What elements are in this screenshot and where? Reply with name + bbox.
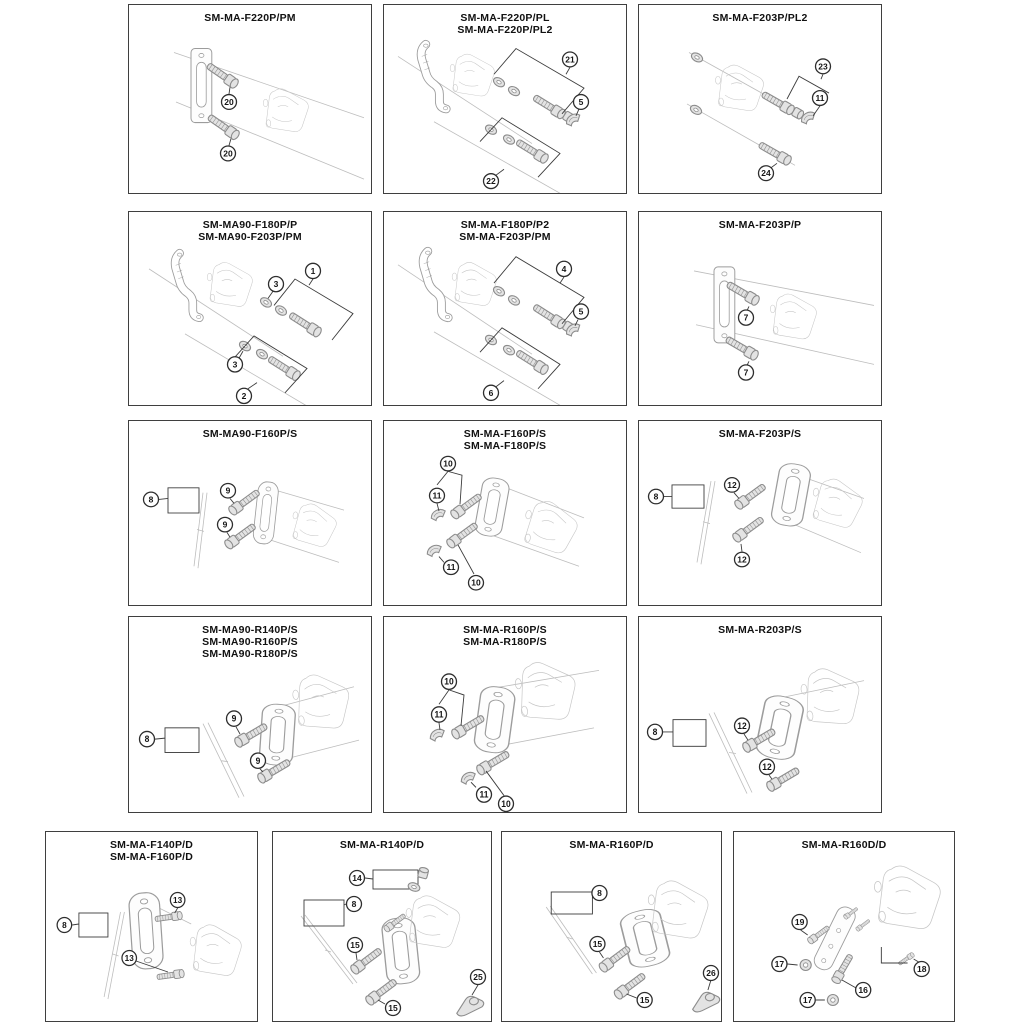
svg-text:11: 11 bbox=[432, 490, 442, 501]
washer-drawing bbox=[492, 285, 506, 298]
callout-12 bbox=[735, 718, 750, 733]
svg-text:5: 5 bbox=[578, 96, 584, 107]
callout-10 bbox=[499, 796, 514, 811]
part-box bbox=[672, 485, 704, 508]
svg-text:18: 18 bbox=[916, 964, 927, 974]
exploded-diagram bbox=[639, 617, 881, 812]
callout-11 bbox=[444, 560, 459, 575]
panel-sm-ma-r203p-s bbox=[638, 616, 882, 813]
svg-text:15: 15 bbox=[388, 1003, 398, 1013]
washer-drawing bbox=[800, 960, 811, 971]
caliper-drawing bbox=[514, 659, 578, 723]
banana-washer-drawing bbox=[460, 771, 477, 784]
panel-sm-ma-r160p-d bbox=[501, 831, 722, 1022]
callout-9 bbox=[218, 517, 233, 532]
bolt-drawing bbox=[531, 302, 566, 330]
callout-9 bbox=[251, 753, 266, 768]
svg-text:10: 10 bbox=[444, 676, 454, 687]
washer-drawing bbox=[690, 51, 704, 64]
callout-25 bbox=[471, 970, 486, 985]
nut-drawing bbox=[418, 867, 430, 879]
bolt-drawing bbox=[855, 919, 871, 932]
panel-title: SM-MA-R203P/S bbox=[718, 624, 802, 636]
svg-text:15: 15 bbox=[592, 939, 603, 949]
svg-text:2: 2 bbox=[241, 390, 247, 401]
caliper-drawing bbox=[263, 89, 308, 132]
callout-7 bbox=[739, 365, 754, 380]
washer-drawing bbox=[274, 304, 288, 317]
svg-text:7: 7 bbox=[743, 367, 749, 378]
svg-text:26: 26 bbox=[706, 968, 716, 978]
caliper-drawing bbox=[190, 925, 241, 976]
callout-9 bbox=[227, 711, 242, 726]
caliper-drawing bbox=[716, 65, 764, 111]
svg-text:8: 8 bbox=[653, 491, 659, 502]
adapter-arm-drawing bbox=[175, 253, 201, 319]
svg-text:12: 12 bbox=[762, 761, 772, 772]
part-box bbox=[165, 728, 199, 753]
svg-text:10: 10 bbox=[471, 577, 481, 588]
exploded-diagram bbox=[639, 421, 881, 605]
svg-text:22: 22 bbox=[486, 176, 496, 187]
callout-12 bbox=[725, 478, 740, 493]
svg-text:25: 25 bbox=[473, 972, 483, 982]
guide-lines bbox=[398, 265, 570, 405]
washer-drawing bbox=[407, 881, 421, 893]
panel-sm-ma-f160p-s bbox=[383, 420, 627, 606]
svg-text:8: 8 bbox=[148, 494, 154, 505]
washer-drawing bbox=[827, 995, 838, 1006]
panel-title: SM-MA-R160D/D bbox=[801, 839, 887, 851]
bolt-drawing bbox=[724, 334, 760, 361]
svg-text:17: 17 bbox=[802, 995, 813, 1005]
callout-7 bbox=[739, 310, 754, 325]
guide-lines bbox=[149, 269, 319, 405]
callout-12 bbox=[760, 759, 775, 774]
callout-18 bbox=[914, 962, 929, 977]
adapter-plate-drawing bbox=[191, 49, 212, 123]
stabilizer-wedge-drawing bbox=[454, 994, 485, 1016]
svg-text:13: 13 bbox=[124, 952, 134, 964]
svg-text:14: 14 bbox=[352, 873, 362, 883]
callout-17 bbox=[772, 957, 787, 972]
caliper-drawing bbox=[874, 866, 940, 929]
bolt-drawing bbox=[157, 969, 185, 981]
caliper-drawing bbox=[207, 262, 252, 306]
caliper-drawing bbox=[799, 666, 861, 728]
callout-21 bbox=[563, 52, 578, 67]
panel-title: SM-MA-R140P/D bbox=[339, 839, 425, 851]
washer-drawing bbox=[502, 343, 516, 356]
svg-text:15: 15 bbox=[350, 940, 360, 950]
callout-9 bbox=[221, 483, 236, 498]
svg-text:11: 11 bbox=[446, 562, 456, 573]
callout-11 bbox=[432, 707, 447, 722]
svg-text:9: 9 bbox=[225, 485, 231, 496]
bolt-drawing bbox=[531, 93, 566, 120]
callout-11 bbox=[477, 787, 492, 802]
exploded-diagram bbox=[639, 212, 881, 405]
svg-text:1: 1 bbox=[310, 265, 316, 276]
washer-drawing bbox=[689, 103, 703, 116]
svg-text:12: 12 bbox=[737, 720, 747, 731]
callout-3 bbox=[269, 277, 284, 292]
callout-8 bbox=[144, 492, 159, 507]
callout-15 bbox=[348, 938, 363, 953]
callout-5 bbox=[574, 304, 589, 319]
callout-1 bbox=[306, 263, 321, 278]
svg-text:8: 8 bbox=[144, 734, 150, 745]
callout-11 bbox=[430, 488, 445, 503]
exploded-diagram bbox=[273, 832, 491, 1021]
callout-13 bbox=[170, 893, 185, 908]
svg-text:20: 20 bbox=[224, 96, 234, 107]
panel-title: SM-MA-F220P/PL SM-MA-F220P/PL2 bbox=[457, 12, 553, 36]
panel-sm-ma-f203p-p bbox=[638, 211, 882, 406]
callout-5 bbox=[574, 95, 589, 110]
exploded-diagram bbox=[502, 832, 721, 1021]
callout-23 bbox=[816, 59, 831, 74]
bolt-drawing bbox=[514, 348, 549, 376]
panel-title: SM-MA-R160P/S SM-MA-R180P/S bbox=[463, 624, 547, 648]
svg-text:12: 12 bbox=[727, 479, 737, 490]
exploded-diagram bbox=[129, 421, 371, 605]
svg-text:6: 6 bbox=[488, 387, 494, 398]
panel-sm-ma90-f180p-p bbox=[128, 211, 372, 406]
callout-14 bbox=[350, 871, 365, 886]
stabilizer-wedge-drawing bbox=[690, 990, 721, 1012]
callout-8 bbox=[57, 918, 72, 933]
adapter-drawing bbox=[474, 476, 511, 538]
bolt-drawing bbox=[514, 137, 549, 164]
svg-text:11: 11 bbox=[434, 709, 444, 720]
callout-24 bbox=[759, 166, 774, 181]
washer-drawing bbox=[502, 133, 516, 146]
panel-title: SM-MA90-R140P/S SM-MA90-R160P/S SM-MA90-R180P/S bbox=[202, 624, 298, 660]
callout-19 bbox=[792, 915, 807, 930]
svg-text:9: 9 bbox=[231, 713, 237, 724]
part-box bbox=[551, 892, 592, 914]
part-box bbox=[168, 488, 199, 513]
panel-sm-ma90-r140p-s bbox=[128, 616, 372, 813]
banana-washer-drawing bbox=[429, 728, 446, 741]
svg-text:3: 3 bbox=[232, 359, 238, 370]
svg-text:15: 15 bbox=[639, 995, 650, 1005]
svg-text:16: 16 bbox=[858, 985, 868, 995]
panel-sm-ma-f203p-pl2 bbox=[638, 4, 882, 194]
bolt-drawing bbox=[760, 90, 796, 116]
caliper-drawing bbox=[452, 262, 496, 305]
svg-text:8: 8 bbox=[351, 899, 357, 909]
svg-text:7: 7 bbox=[743, 312, 749, 323]
panel-sm-ma-r160d-d bbox=[733, 831, 955, 1022]
adapter-drawing bbox=[619, 906, 672, 970]
screw-drawing bbox=[898, 952, 916, 966]
svg-text:24: 24 bbox=[761, 168, 771, 179]
callout-15 bbox=[637, 993, 652, 1008]
bolt-drawing bbox=[287, 310, 322, 338]
callout-26 bbox=[703, 966, 718, 981]
callout-8 bbox=[648, 724, 663, 739]
panel-sm-ma-f220p-pl bbox=[383, 4, 627, 194]
caliper-drawing bbox=[450, 54, 494, 96]
callout-6 bbox=[484, 385, 499, 400]
svg-text:11: 11 bbox=[479, 789, 489, 800]
exploded-diagram bbox=[639, 5, 881, 193]
exploded-diagram bbox=[734, 832, 954, 1021]
callout-15 bbox=[386, 1001, 401, 1016]
svg-text:21: 21 bbox=[565, 54, 575, 65]
caliper-drawing bbox=[291, 672, 351, 732]
panel-title: SM-MA-F203P/S bbox=[718, 428, 802, 440]
svg-text:8: 8 bbox=[597, 888, 602, 898]
svg-text:23: 23 bbox=[818, 61, 828, 72]
banana-washer-drawing bbox=[426, 544, 443, 557]
svg-text:9: 9 bbox=[255, 755, 261, 766]
svg-text:10: 10 bbox=[501, 798, 511, 809]
callout-11 bbox=[813, 91, 828, 106]
panel-title: SM-MA90-F180P/P SM-MA90-F203P/PM bbox=[198, 219, 302, 243]
callout-2 bbox=[237, 388, 252, 403]
callout-10 bbox=[442, 674, 457, 689]
washer-drawing bbox=[259, 296, 273, 309]
svg-text:19: 19 bbox=[794, 917, 805, 927]
svg-text:10: 10 bbox=[443, 458, 453, 469]
panel-sm-ma-f140p-d bbox=[45, 831, 258, 1022]
panel-title: SM-MA-F220P/PM bbox=[204, 12, 296, 24]
svg-text:11: 11 bbox=[815, 93, 825, 103]
panel-title: SM-MA-F180P/P2 SM-MA-F203P/PM bbox=[459, 219, 551, 243]
callout-8 bbox=[140, 731, 155, 746]
bolt-drawing bbox=[757, 140, 793, 166]
svg-text:4: 4 bbox=[561, 263, 567, 274]
svg-text:9: 9 bbox=[222, 519, 228, 530]
group-brackets bbox=[437, 471, 474, 574]
adapter-plate-drawing bbox=[714, 267, 735, 343]
part-box bbox=[673, 720, 706, 747]
adapter-drawing bbox=[770, 462, 812, 528]
guide-lines bbox=[546, 906, 596, 974]
panel-title: SM-MA90-F160P/S bbox=[202, 428, 298, 440]
panel-title: SM-MA-F203P/P bbox=[718, 219, 802, 231]
callout-22 bbox=[484, 174, 499, 189]
leader-lines bbox=[664, 493, 742, 552]
panel-title: SM-MA-R160P/D bbox=[569, 839, 654, 851]
callout-3 bbox=[228, 357, 243, 372]
svg-text:17: 17 bbox=[774, 959, 785, 969]
adapter-drawing bbox=[754, 693, 805, 762]
caliper-drawing bbox=[520, 498, 581, 555]
panel-title: SM-MA-F140P/D SM-MA-F160P/D bbox=[109, 839, 194, 863]
panel-sm-ma-f180p-p2 bbox=[383, 211, 627, 406]
callout-15 bbox=[590, 937, 605, 952]
exploded-diagram bbox=[129, 5, 371, 193]
svg-text:13: 13 bbox=[173, 894, 183, 906]
adapter-arm-drawing bbox=[423, 251, 450, 319]
panel-title: SM-MA-F160P/S SM-MA-F180P/S bbox=[463, 428, 547, 452]
callout-12 bbox=[735, 552, 750, 567]
callout-20 bbox=[222, 95, 237, 110]
panel-sm-ma90-f160p-s bbox=[128, 420, 372, 606]
svg-text:8: 8 bbox=[652, 726, 658, 738]
washer-drawing bbox=[507, 294, 521, 307]
callout-8 bbox=[347, 897, 362, 912]
callout-13 bbox=[122, 951, 137, 966]
bolt-drawing bbox=[731, 515, 765, 544]
svg-text:12: 12 bbox=[737, 554, 747, 565]
svg-text:20: 20 bbox=[223, 148, 233, 159]
banana-washer-drawing bbox=[430, 509, 447, 522]
panel-sm-ma-f203p-s bbox=[638, 420, 882, 606]
bolt-drawing bbox=[445, 521, 479, 550]
part-box bbox=[79, 913, 108, 937]
washer-drawing bbox=[507, 85, 521, 98]
callout-8 bbox=[592, 886, 607, 901]
svg-text:5: 5 bbox=[578, 306, 584, 317]
caliper-drawing bbox=[809, 477, 865, 530]
panel-sm-ma-r140p-d bbox=[272, 831, 492, 1022]
washer-drawing bbox=[492, 76, 506, 89]
callout-10 bbox=[441, 456, 456, 471]
caliper-drawing bbox=[289, 502, 339, 549]
panel-sm-ma-r160p-s bbox=[383, 616, 627, 813]
adapter-arm-drawing bbox=[421, 44, 448, 110]
callout-10 bbox=[469, 575, 484, 590]
svg-text:3: 3 bbox=[273, 279, 279, 290]
panel-title: SM-MA-F203P/PL2 bbox=[712, 12, 808, 24]
callout-20 bbox=[221, 146, 236, 161]
washer-drawing bbox=[255, 348, 269, 361]
panel-sm-ma-f220p-pm bbox=[128, 4, 372, 194]
caliper-drawing bbox=[770, 294, 816, 339]
callout-16 bbox=[856, 983, 871, 998]
bolt-drawing bbox=[266, 354, 301, 382]
callout-4 bbox=[557, 261, 572, 276]
callout-8 bbox=[649, 489, 664, 504]
svg-text:8: 8 bbox=[62, 919, 67, 931]
callout-17 bbox=[800, 993, 815, 1008]
